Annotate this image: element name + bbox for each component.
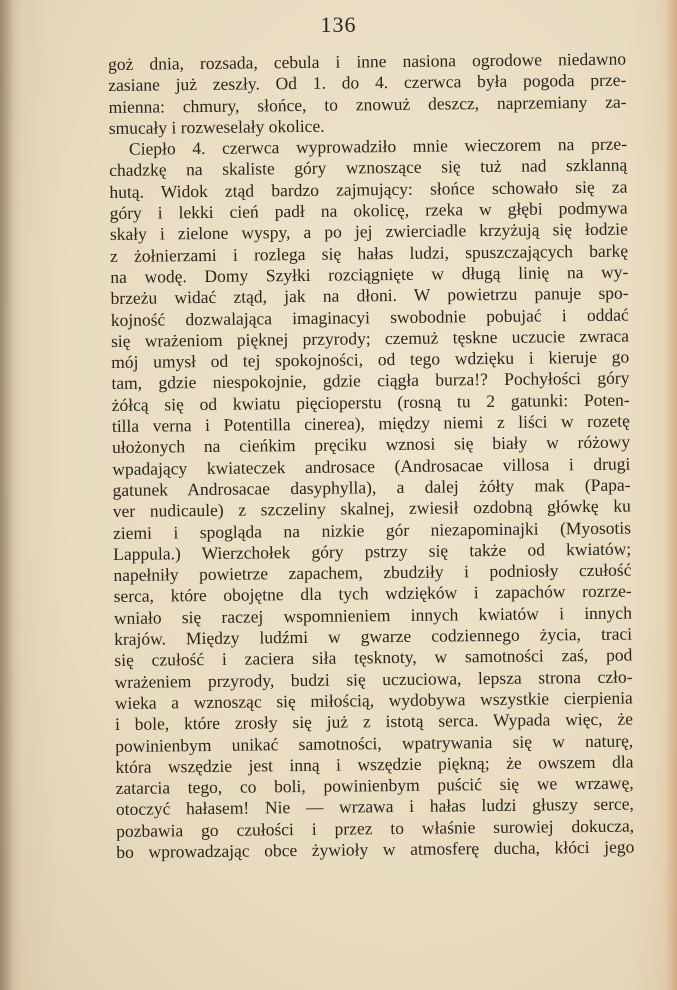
text-line: powinienbym unikać samotności, wpatrywania się w naturę, xyxy=(115,730,634,756)
text-line: ziemi i spogląda na nizkie gór niezapominajki (Myosotis xyxy=(112,517,632,543)
text-line: i bole, które zrosły się już z istotą serca. Wypada więc, że xyxy=(114,708,634,735)
text-line: zatarcia tego, co boli, powinienbym puścić się we wrzawę, xyxy=(115,772,634,799)
text-line: napełniły powietrze zapachem, zbudziły i podniosły czułość xyxy=(113,559,632,586)
text-line: wpadający kwiateczek androsace (Androsacae villosa i drugi xyxy=(112,453,631,479)
text-line: mienna: chmury, słońce, to znowuż deszcz, naprzemiany za- xyxy=(108,91,627,117)
spine-shadow xyxy=(0,0,14,990)
text-line: która wszędzie jest inną i wszędzie piękną; że owszem dla xyxy=(115,751,634,777)
text-line: kojność dozwalająca imaginacyi swobodnie pobujać i oddać xyxy=(110,304,629,330)
text-line: na wodę. Domy Szyłki rozciągnięte w długą linię na wy- xyxy=(110,261,629,287)
text-line: Lappula.) Wierzchołek góry pstrzy się także od kwiatów; xyxy=(113,538,632,564)
text-line: mój umysł od tej spokojności, od tego wdzięku i kieruje go xyxy=(111,346,630,373)
text-line: pozbawia go czułości i przez to właśnie surowiej dokucza, xyxy=(116,815,635,841)
text-line: serca, które obojętne dla tych wdzięków i zapachów rozrze- xyxy=(113,580,632,607)
text-line: krajów. Między ludźmi w gwarze codziennego życia, traci xyxy=(114,623,633,649)
text-line: brzeżu widać ztąd, jak na dłoni. W powietrzu panuje spo- xyxy=(110,282,629,309)
text-line: otoczyć hałasem! Nie — wrzawa i hałas ludzi głuszy serce, xyxy=(115,793,634,820)
text-line: tilla verna i Potentilla cinerea), między niemi z liści w rozetę xyxy=(111,410,630,437)
text-line: wrażeniem przyrody, budzi się uczuciowa, lepsza strona czło- xyxy=(114,666,633,692)
text-line: chadzkę na skaliste góry wznoszące się tuż nad szklanną xyxy=(109,155,628,181)
text-line: bo wprowadzając obce żywioły w atmosferę ducha, kłóci jego xyxy=(116,836,635,862)
text-line: wieka a wznosząc się miłością, wydobywa wszystkie cierpienia xyxy=(114,687,633,713)
text-line: goż dnia, rozsada, cebula i inne nasiona ogrodowe niedawno xyxy=(108,48,627,74)
text-line: zasiane już zeszły. Od 1. do 4. czerwca była pogoda prze- xyxy=(108,69,627,96)
text-line: gatunek Androsacae dasyphylla), a dalej żółty mak (Papa- xyxy=(112,474,631,500)
text-line: wniało się raczej wspomnieniem innych kwiatów i innych xyxy=(113,602,632,628)
page-number: 136 xyxy=(320,12,357,37)
text-line: ver nudicaule) z szczeliny skalnej, zwiesił ozdobną główkę ku xyxy=(112,495,631,522)
text-line: się wrażeniom pięknej przyrody; czemuż tęskne uczucie zwraca xyxy=(110,325,630,351)
text-line: z żołnierzami i rozlega się hałas ludzi, spuszczających barkę xyxy=(110,240,629,266)
text-line: smucały i rozweselały okolice. xyxy=(108,115,325,138)
text-line: góry i lekki cień padł na okolicę, rzeka w głębi podmywa xyxy=(109,197,628,224)
text-line: hutą. Widok ztąd bardzo zajmujący: słońce schowało się za xyxy=(109,176,628,202)
text-line: ułożonych na cieńkim pręciku wznosi się biały w różowy xyxy=(112,431,631,458)
text-line: tam, gdzie niespokojnie, gdzie ciągła burza!? Pochyłości góry xyxy=(111,368,630,394)
text-line: żółcą się od kwiatu pięcioperstu (rosną tu 2 gatunki: Poten- xyxy=(111,389,630,415)
text-line: Ciepło 4. czerwca wyprowadziło mnie wieczorem na prze- xyxy=(128,133,628,159)
text-line: skały i zielone wyspy, a po jej zwierciadle krzyżują się łodzie xyxy=(109,218,628,245)
text-line: się czułość i zaciera siła tęsknoty, w samotności zaś, pod xyxy=(114,644,633,671)
page-edge xyxy=(665,0,677,990)
body-text xyxy=(108,49,634,864)
